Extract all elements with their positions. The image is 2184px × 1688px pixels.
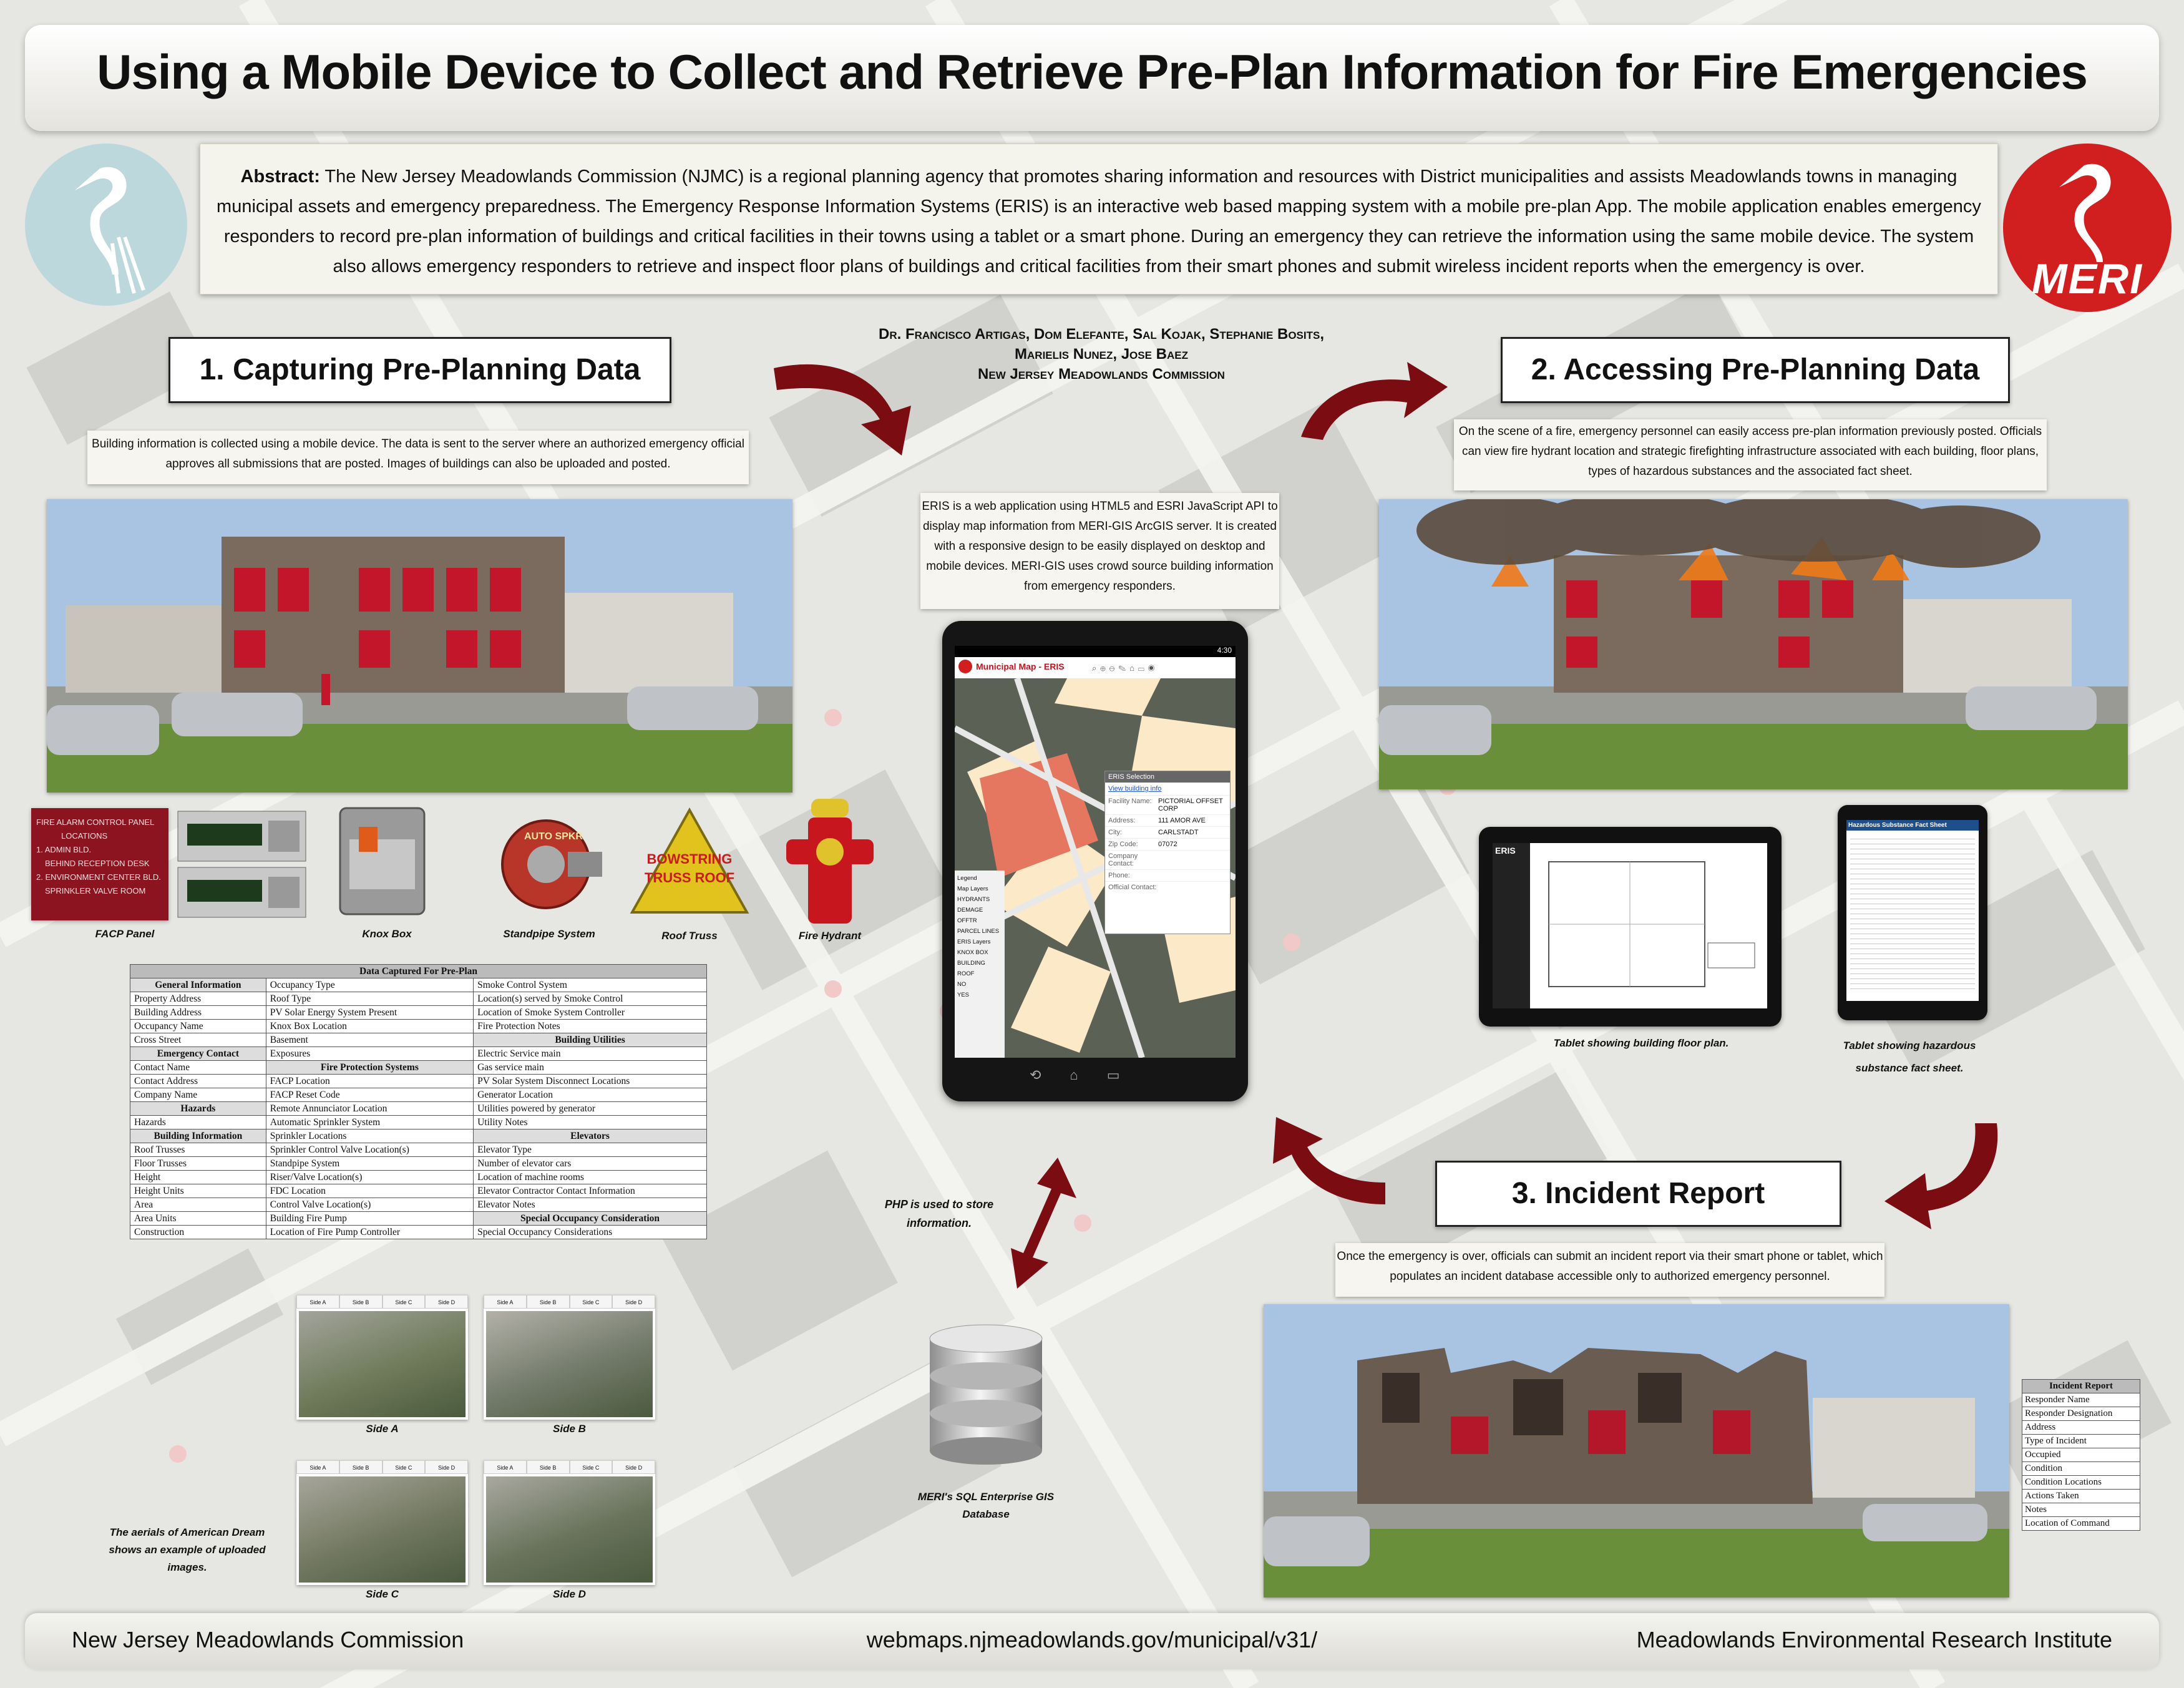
aerial-tab[interactable]: Side D	[612, 1295, 655, 1309]
table-cell: Hazards	[130, 1116, 266, 1129]
tablet-nav-buttons[interactable]: ⟲⌂▭	[1030, 1067, 1149, 1083]
data-table-title: Data Captured For Pre-Plan	[130, 965, 707, 978]
floorplan-screen	[1493, 843, 1767, 1008]
table-cell: Location of Smoke System Controller	[474, 1006, 707, 1020]
caption-hazard-tablet: Tablet showing hazardous substance fact sheet.	[1843, 1040, 1976, 1074]
table-cell: Building Address	[130, 1006, 266, 1020]
roof-truss-sign	[627, 805, 752, 917]
facp-location-sign	[31, 808, 168, 920]
section2-note: On the scene of a fire, emergency personnel can easily access pre-plan information previously posted. Officials can view fire hydrant location and strategic firefighting infrastructure associated with each building, floor plans, types of hazardous substances and the associated fact sheet.	[1454, 419, 2047, 490]
aerial-tab[interactable]: Side B	[527, 1460, 570, 1474]
table-cell: Generator Location	[474, 1088, 707, 1102]
arrow-to-section2	[1292, 349, 1454, 449]
popup-field-label: Company Contact:	[1108, 852, 1138, 867]
aerials-note: The aerials of American Dream shows an example of uploaded images.	[109, 1526, 266, 1573]
floorplan-tablet	[1479, 827, 1782, 1027]
popup-field-value: PICTORIAL OFFSET CORP	[1158, 798, 1223, 812]
table-cell: Utility Notes	[474, 1116, 707, 1129]
section1-note: Building information is collected using a mobile device. The data is sent to the server where an authorized emergency official approves all submissions that are posted. Images of buildings can also be uploaded and posted.	[87, 431, 749, 484]
incident-field: Condition	[2022, 1462, 2140, 1476]
table-cell: PV Solar System Disconnect Locations	[474, 1075, 707, 1088]
facp-sign-line-3: 1. ADMIN BLD.	[36, 845, 92, 854]
legend-item: ERIS Layers	[957, 939, 991, 945]
aerial-image-2[interactable]	[484, 1295, 655, 1420]
caption-standpipe: Standpipe System	[503, 928, 595, 940]
table-cell: Basement	[266, 1033, 473, 1047]
table-cell: Area Units	[130, 1212, 266, 1226]
authors-line-2: Marielis Nunez, Jose Baez	[1015, 346, 1188, 363]
table-row	[130, 1088, 707, 1102]
table-cell: Cross Street	[130, 1033, 266, 1047]
table-cell: Control Valve Location(s)	[266, 1198, 473, 1212]
popup-field-value	[1158, 884, 1227, 891]
hazard-tablet	[1838, 805, 1987, 1020]
table-row	[130, 1020, 707, 1033]
aerial-tab[interactable]: Side A	[484, 1295, 527, 1309]
aerial-tab[interactable]: Side D	[425, 1460, 468, 1474]
meri-logo-text: MERI	[2032, 255, 2143, 303]
section1-heading-scroll	[168, 337, 671, 403]
table-cell: Construction	[130, 1226, 266, 1239]
popup-field-label: City:	[1108, 829, 1122, 836]
table-row	[130, 1033, 707, 1047]
table-cell: Gas service main	[474, 1061, 707, 1075]
legend-item: NO	[957, 981, 967, 988]
popup-fields	[1105, 795, 1230, 893]
double-arrow-db	[998, 1154, 1080, 1292]
popup-field-label: Zip Code:	[1108, 841, 1138, 848]
table-row	[2022, 1393, 2140, 1407]
tablet-time: 4:30	[1217, 646, 1232, 655]
table-cell: Elevators	[474, 1129, 707, 1143]
table-cell: General Information	[130, 978, 266, 992]
building-info-popup	[1104, 771, 1231, 934]
aerial-caption: Side D	[553, 1588, 586, 1600]
aerial-tab[interactable]: Side B	[339, 1460, 383, 1474]
legend-item: Map Layers	[957, 885, 988, 892]
floorplan-eris-label: ERIS	[1495, 846, 1516, 856]
incident-table-title: Incident Report	[2022, 1380, 2140, 1393]
popup-field-row	[1105, 814, 1230, 826]
hazard-sheet-lines	[1850, 834, 1975, 990]
abstract-label: Abstract:	[240, 167, 320, 187]
aerial-image-1[interactable]	[296, 1295, 468, 1420]
table-row	[2022, 1407, 2140, 1421]
facp-sign-line-1: FIRE ALARM CONTROL PANEL	[36, 817, 155, 827]
arrow-to-center	[761, 349, 924, 462]
authors-line-1: Dr. Francisco Artigas, Dom Elefante, Sal Kojak, Stephanie Bosits,	[879, 326, 1324, 343]
table-cell: Location(s) served by Smoke Control	[474, 992, 707, 1006]
table-cell: Occupancy Type	[266, 978, 473, 992]
table-row	[130, 1061, 707, 1075]
tablet-screen	[955, 646, 1236, 1058]
popup-field-value: CARLSTADT	[1158, 829, 1199, 836]
title-banner	[25, 25, 2159, 131]
abstract-box	[200, 144, 1998, 295]
table-cell: FDC Location	[266, 1184, 473, 1198]
db-caption: MERI's SQL Enterprise GIS Database	[917, 1491, 1055, 1520]
table-row	[130, 1157, 707, 1171]
table-row	[130, 1102, 707, 1116]
fire-hydrant-image	[780, 793, 880, 927]
table-cell: Riser/Valve Location(s)	[266, 1171, 473, 1184]
incident-field: Location of Command	[2022, 1517, 2140, 1531]
table-cell: Sprinkler Locations	[266, 1129, 473, 1143]
aerial-caption: Side A	[366, 1423, 399, 1435]
table-cell: Roof Type	[266, 992, 473, 1006]
table-cell: Number of elevator cars	[474, 1157, 707, 1171]
burned-building-photo	[1264, 1304, 2009, 1598]
floorplan-sidebar	[1493, 843, 1530, 1008]
aerial-tab[interactable]: Side A	[484, 1460, 527, 1474]
table-cell: Sprinkler Control Valve Location(s)	[266, 1143, 473, 1157]
table-cell: Utilities powered by generator	[474, 1102, 707, 1116]
popup-field-row	[1105, 881, 1230, 893]
arrow-to-center-from-section3	[1248, 1117, 1392, 1223]
legend-item: DEMAGE	[957, 907, 983, 914]
aerial-tab[interactable]: Side D	[425, 1295, 468, 1309]
tablet-app-title[interactable]: Municipal Map - ERIS	[976, 661, 1065, 671]
table-cell: Building Fire Pump	[266, 1212, 473, 1226]
aerial-tab[interactable]: Side B	[527, 1295, 570, 1309]
table-cell: PV Solar Energy System Present	[266, 1006, 473, 1020]
floor-plan-drawing	[1536, 849, 1761, 1002]
table-row	[130, 1116, 707, 1129]
facp-sign-line-5: 2. ENVIRONMENT CENTER BLD.	[36, 872, 161, 882]
aerial-tab[interactable]: Side C	[570, 1295, 613, 1309]
section1-heading: 1. Capturing Pre-Planning Data	[199, 353, 641, 386]
popup-field-label: Official Contact:	[1108, 884, 1157, 891]
table-cell: Contact Address	[130, 1075, 266, 1088]
table-cell: Exposures	[266, 1047, 473, 1061]
table-cell: Building Information	[130, 1129, 266, 1143]
standpipe-image	[499, 811, 605, 917]
table-cell: Contact Name	[130, 1061, 266, 1075]
section2-heading: 2. Accessing Pre-Planning Data	[1531, 353, 1980, 386]
table-cell: Elevator Type	[474, 1143, 707, 1157]
caption-fire-hydrant: Fire Hydrant	[798, 930, 862, 942]
facp-sign-line-6: SPRINKLER VALVE ROOM	[45, 886, 146, 895]
popup-link[interactable]: View building info	[1108, 785, 1162, 793]
meri-app-icon	[958, 660, 972, 673]
table-row	[130, 1129, 707, 1143]
popup-field-row	[1105, 826, 1230, 838]
table-cell: Hazards	[130, 1102, 266, 1116]
legend-item: OFFTR	[957, 917, 977, 924]
center-tablet	[942, 621, 1248, 1101]
table-row	[130, 978, 707, 992]
tablet-app-header	[955, 657, 1236, 679]
table-row	[130, 1047, 707, 1061]
legend-item: Legend	[957, 875, 977, 882]
table-cell: Emergency Contact	[130, 1047, 266, 1061]
table-cell: Location of Fire Pump Controller	[266, 1226, 473, 1239]
table-row	[2022, 1421, 2140, 1435]
popup-field-row	[1105, 838, 1230, 850]
table-row	[2022, 1462, 2140, 1476]
center-note: ERIS is a web application using HTML5 and ESRI JavaScript API to display map information from MERI-GIS ArcGIS server. It is created with a responsive design to be easily displayed on desktop and mobile devices. MERI-GIS uses crowd source building information from emergency responders.	[920, 493, 1279, 609]
section2-heading-scroll	[1501, 337, 2010, 403]
table-cell: Electric Service main	[474, 1047, 707, 1061]
truss-sign-line-2: TRUSS ROOF	[644, 870, 735, 885]
popup-field-label: Phone:	[1108, 872, 1130, 879]
popup-field-value: 07072	[1158, 841, 1177, 848]
facp-sign-line-2: LOCATIONS	[61, 831, 108, 841]
meri-logo	[2003, 144, 2172, 312]
table-row	[130, 1226, 707, 1239]
aerial-photo	[299, 1476, 466, 1583]
aerial-tab[interactable]: Side C	[383, 1460, 426, 1474]
table-cell: Elevator Contractor Contact Information	[474, 1184, 707, 1198]
incident-field: Condition Locations	[2022, 1476, 2140, 1490]
table-cell: Smoke Control System	[474, 978, 707, 992]
popup-field-value	[1158, 872, 1227, 879]
table-cell: Building Utilities	[474, 1033, 707, 1047]
table-row	[130, 1006, 707, 1020]
popup-field-row	[1105, 850, 1230, 869]
aerial-tab[interactable]: Side A	[296, 1460, 339, 1474]
map-legend	[955, 871, 1005, 1058]
popup-field-value	[1158, 852, 1227, 867]
table-row	[2022, 1517, 2140, 1531]
aerial-image-4[interactable]	[484, 1460, 655, 1585]
facp-panel-image	[175, 808, 309, 920]
footer-bar	[25, 1613, 2159, 1669]
legend-item: BUILDING ROOF	[957, 960, 985, 977]
facp-sign-line-4: BEHIND RECEPTION DESK	[45, 859, 150, 868]
table-cell: Elevator Notes	[474, 1198, 707, 1212]
caption-knox-box: Knox Box	[362, 928, 412, 940]
incident-field: Responder Designation	[2022, 1407, 2140, 1421]
caption-floorplan-tablet: Tablet showing building floor plan.	[1553, 1037, 1729, 1049]
caption-roof-truss: Roof Truss	[661, 930, 718, 942]
incident-field: Occupied	[2022, 1448, 2140, 1462]
footer-right: Meadowlands Environmental Research Institute	[1636, 1627, 2112, 1652]
aerial-tab[interactable]: Side B	[339, 1295, 383, 1309]
incident-report-table	[2022, 1379, 2140, 1531]
aerial-caption: Side C	[366, 1588, 399, 1600]
table-cell: Location of machine rooms	[474, 1171, 707, 1184]
table-row	[130, 1212, 707, 1226]
aerial-tab[interactable]: Side C	[383, 1295, 426, 1309]
table-row	[2022, 1448, 2140, 1462]
popup-field-label: Address:	[1108, 817, 1136, 824]
table-cell: Height Units	[130, 1184, 266, 1198]
popup-field-row	[1105, 869, 1230, 881]
legend-item: PARCEL LINES	[957, 928, 1000, 935]
aerial-photo	[299, 1311, 466, 1417]
table-row	[130, 1184, 707, 1198]
aerial-photo	[486, 1476, 653, 1583]
table-cell: Property Address	[130, 992, 266, 1006]
aerial-tab[interactable]: Side D	[612, 1460, 655, 1474]
section3-heading: 3. Incident Report	[1511, 1177, 1765, 1210]
table-cell: Floor Trusses	[130, 1157, 266, 1171]
burning-building-photo	[1379, 499, 2128, 789]
aerial-photo	[486, 1311, 653, 1417]
table-row	[130, 1171, 707, 1184]
hazard-screen	[1846, 820, 1979, 1001]
table-cell: Automatic Sprinkler System	[266, 1116, 473, 1129]
aerial-tab[interactable]: Side C	[570, 1460, 613, 1474]
table-cell: Fire Protection Systems	[266, 1061, 473, 1075]
data-captured-table	[130, 964, 707, 1239]
popup-field-label: Facility Name:	[1108, 798, 1152, 805]
table-cell: Area	[130, 1198, 266, 1212]
table-cell: Special Occupancy Consideration	[474, 1212, 707, 1226]
database-icon	[924, 1320, 1048, 1466]
table-cell: Height	[130, 1171, 266, 1184]
table-row	[2022, 1503, 2140, 1517]
aerial-caption: Side B	[553, 1423, 586, 1435]
popup-field-row	[1105, 795, 1230, 814]
incident-field: Type of Incident	[2022, 1435, 2140, 1448]
incident-field: Notes	[2022, 1503, 2140, 1517]
footer-left: New Jersey Meadowlands Commission	[72, 1627, 464, 1652]
table-cell: Remote Annunciator Location	[266, 1102, 473, 1116]
poster-title: Using a Mobile Device to Collect and Retrieve Pre-Plan Information for Fire Emergencies	[97, 44, 2087, 99]
section3-heading-scroll	[1435, 1161, 1841, 1227]
table-row	[130, 1198, 707, 1212]
incident-field: Actions Taken	[2022, 1490, 2140, 1503]
building-photo	[47, 499, 792, 793]
table-cell: Special Occupancy Considerations	[474, 1226, 707, 1239]
authors-line-3: New Jersey Meadowlands Commission	[978, 366, 1225, 383]
table-row	[2022, 1476, 2140, 1490]
caption-facp: FACP Panel	[95, 928, 155, 940]
popup-field-value: 111 AMOR AVE	[1158, 817, 1206, 824]
knox-box-image	[334, 802, 431, 920]
table-cell: Roof Trusses	[130, 1143, 266, 1157]
aerial-image-3[interactable]	[296, 1460, 468, 1585]
arrow-to-section3	[1878, 1117, 2016, 1236]
table-cell: Knox Box Location	[266, 1020, 473, 1033]
truss-sign-line-1: BOWSTRING	[646, 851, 733, 867]
table-cell: Occupancy Name	[130, 1020, 266, 1033]
php-note: PHP is used to store information.	[884, 1198, 994, 1229]
popup-title: ERIS Selection	[1105, 771, 1230, 783]
section3-note: Once the emergency is over, officials can submit an incident report via their smart phone or tablet, which populates an incident database accessible only to authorized emergency personnel.	[1335, 1243, 1884, 1297]
tablet-toolbar-icons[interactable]: ⌕⊕⊖✎⌂▭◉	[1092, 663, 1159, 673]
table-cell: FACP Location	[266, 1075, 473, 1088]
table-row	[2022, 1435, 2140, 1448]
legend-item: YES	[957, 992, 970, 998]
table-row	[2022, 1490, 2140, 1503]
incident-field: Address	[2022, 1421, 2140, 1435]
aerial-tab[interactable]: Side A	[296, 1295, 339, 1309]
abstract-text: The New Jersey Meadowlands Commission (NJMC) is a regional planning agency that promotes sharing information and resources with District municipalities and assists Meadowlands towns in managing municipal assets and emergency preparedness. The Emergency Response Information Systems (ERIS) is an interactive web based mapping system with a mobile pre-plan App. The mobile application enables emergency responders to record pre-plan information of buildings and critical facilities in their towns using a tablet or a smart phone. During an emergency they can retrieve the information using the same mobile device. The system also allows emergency responders to retrieve and inspect floor plans of buildings and critical facilities from their smart phones and submit wireless incident reports when the emergency is over.	[217, 167, 1981, 276]
footer-url[interactable]: webmaps.njmeadowlands.gov/municipal/v31/	[866, 1627, 1318, 1652]
table-row	[130, 992, 707, 1006]
njmc-heron-logo	[25, 144, 187, 306]
standpipe-sign-text: AUTO SPKR	[524, 831, 583, 842]
table-cell: Company Name	[130, 1088, 266, 1102]
legend-item: HYDRANTS	[957, 896, 990, 903]
table-cell: Fire Protection Notes	[474, 1020, 707, 1033]
table-row	[130, 1075, 707, 1088]
legend-item: KNOX BOX	[957, 949, 988, 956]
hazard-sheet-title: Hazardous Substance Fact Sheet	[1846, 820, 1979, 831]
table-row	[130, 1143, 707, 1157]
table-cell: FACP Reset Code	[266, 1088, 473, 1102]
tablet-status-bar	[955, 646, 1236, 657]
table-cell: Standpipe System	[266, 1157, 473, 1171]
incident-field: Responder Name	[2022, 1393, 2140, 1407]
